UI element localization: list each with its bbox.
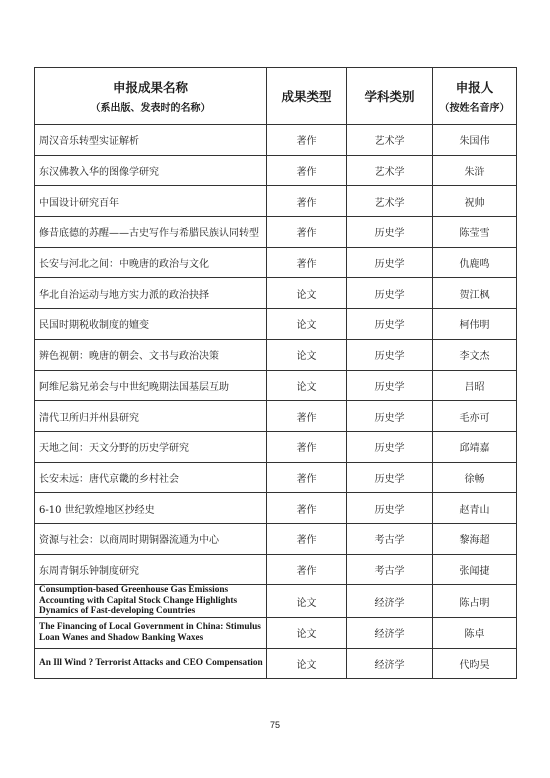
cell-name: The Financing of Local Government in China: Stimulus Loan Wanes and Shadow Banking Waxes (35, 617, 267, 648)
cell-type: 著作 (267, 247, 347, 278)
cell-applicant: 邱靖嘉 (433, 431, 517, 462)
cell-type: 著作 (267, 217, 347, 248)
table-row (35, 617, 517, 648)
cell-discipline: 考古学 (347, 554, 433, 585)
cell-applicant: 朱浒 (433, 155, 517, 186)
cell-applicant: 李文杰 (433, 339, 517, 370)
cell-type: 著作 (267, 554, 347, 585)
cell-applicant: 徐畅 (433, 462, 517, 493)
cell-name: 辨色视朝：晚唐的朝会、文书与政治决策 (35, 339, 267, 370)
cell-type: 论文 (267, 585, 347, 618)
cell-applicant: 黎海超 (433, 523, 517, 554)
table-row (35, 339, 517, 370)
cell-name: 清代卫所归并州县研究 (35, 401, 267, 432)
table-row (35, 247, 517, 278)
cell-type: 著作 (267, 401, 347, 432)
header-name-title: 申报成果名称 (112, 80, 188, 95)
cell-name: 华北自治运动与地方实力派的政治抉择 (35, 278, 267, 309)
cell-name: 长安与河北之间：中晚唐的政治与文化 (35, 247, 267, 278)
cell-name: 周汉音乐转型实证解析 (35, 125, 267, 156)
cell-applicant: 仇鹿鸣 (433, 247, 517, 278)
cell-type: 论文 (267, 278, 347, 309)
table-row (35, 493, 517, 524)
cell-name: 民国时期税收制度的嬗变 (35, 309, 267, 340)
cell-discipline: 历史学 (347, 339, 433, 370)
cell-name: 东汉佛教入华的图像学研究 (35, 155, 267, 186)
table-row (35, 370, 517, 401)
table-row (35, 186, 517, 217)
cell-name: An Ill Wind ? Terrorist Attacks and CEO Compensation (35, 648, 267, 679)
cell-discipline: 历史学 (347, 217, 433, 248)
cell-type: 论文 (267, 309, 347, 340)
cell-name: 天地之间：天文分野的历史学研究 (35, 431, 267, 462)
table-header-row (35, 68, 517, 125)
header-applicant-subtitle: （按姓名音序） (439, 103, 510, 114)
cell-discipline: 历史学 (347, 431, 433, 462)
cell-discipline: 历史学 (347, 370, 433, 401)
cell-type: 著作 (267, 186, 347, 217)
cell-discipline: 历史学 (347, 401, 433, 432)
header-discipline: 学科类别 (347, 68, 433, 125)
cell-applicant: 柯伟明 (433, 309, 517, 340)
cell-name: Consumption-based Greenhouse Gas Emissions Accounting with Capital Stock Change Highlights Dynamics of Fast-developing Countries (35, 585, 267, 618)
cell-applicant: 祝帅 (433, 186, 517, 217)
cell-type: 论文 (267, 617, 347, 648)
header-name-subtitle: （系出版、发表时的名称） (90, 103, 211, 114)
cell-name: 东周青铜乐钟制度研究 (35, 554, 267, 585)
cell-type: 著作 (267, 155, 347, 186)
table-row (35, 554, 517, 585)
cell-type: 论文 (267, 648, 347, 679)
cell-type: 论文 (267, 370, 347, 401)
cell-type: 著作 (267, 493, 347, 524)
table-body (35, 125, 517, 679)
cell-applicant: 陈卓 (433, 617, 517, 648)
cell-discipline: 历史学 (347, 247, 433, 278)
table-row (35, 217, 517, 248)
cell-applicant: 赵青山 (433, 493, 517, 524)
table-row (35, 462, 517, 493)
cell-discipline: 历史学 (347, 278, 433, 309)
cell-type: 论文 (267, 339, 347, 370)
cell-discipline: 考古学 (347, 523, 433, 554)
table-row (35, 278, 517, 309)
table-row (35, 648, 517, 679)
cell-applicant: 吕昭 (433, 370, 517, 401)
table-row (35, 523, 517, 554)
cell-discipline: 历史学 (347, 462, 433, 493)
cell-discipline: 经济学 (347, 585, 433, 618)
cell-type: 著作 (267, 431, 347, 462)
cell-discipline: 艺术学 (347, 186, 433, 217)
cell-name: 中国设计研究百年 (35, 186, 267, 217)
cell-discipline: 历史学 (347, 493, 433, 524)
cell-discipline: 艺术学 (347, 125, 433, 156)
cell-name: 阿维尼翁兄弟会与中世纪晚期法国基层互助 (35, 370, 267, 401)
table-row (35, 401, 517, 432)
cell-name: 修昔底德的苏醒——古史写作与希腊民族认同转型 (35, 217, 267, 248)
cell-applicant: 陈莹雪 (433, 217, 517, 248)
table-row (35, 431, 517, 462)
cell-applicant: 张闻捷 (433, 554, 517, 585)
cell-applicant: 朱国伟 (433, 125, 517, 156)
achievement-table (34, 67, 517, 679)
cell-discipline: 经济学 (347, 648, 433, 679)
page-number: 75 (269, 720, 280, 730)
header-applicant (433, 68, 517, 125)
cell-type: 著作 (267, 462, 347, 493)
table-row (35, 309, 517, 340)
cell-applicant: 毛亦可 (433, 401, 517, 432)
header-name (35, 68, 267, 125)
cell-applicant: 代昀昊 (433, 648, 517, 679)
achievement-table-container (34, 67, 516, 679)
cell-discipline: 经济学 (347, 617, 433, 648)
table-row (35, 125, 517, 156)
cell-applicant: 贺江枫 (433, 278, 517, 309)
table-row (35, 155, 517, 186)
cell-applicant: 陈占明 (433, 585, 517, 618)
table-row (35, 585, 517, 618)
header-type: 成果类型 (267, 68, 347, 125)
cell-discipline: 艺术学 (347, 155, 433, 186)
header-applicant-title: 申报人 (455, 80, 494, 95)
cell-type: 著作 (267, 523, 347, 554)
cell-name: 6-10 世纪敦煌地区抄经史 (35, 493, 267, 524)
cell-type: 著作 (267, 125, 347, 156)
cell-discipline: 历史学 (347, 309, 433, 340)
cell-name: 资源与社会：以商周时期铜器流通为中心 (35, 523, 267, 554)
cell-name: 长安未远：唐代京畿的乡村社会 (35, 462, 267, 493)
